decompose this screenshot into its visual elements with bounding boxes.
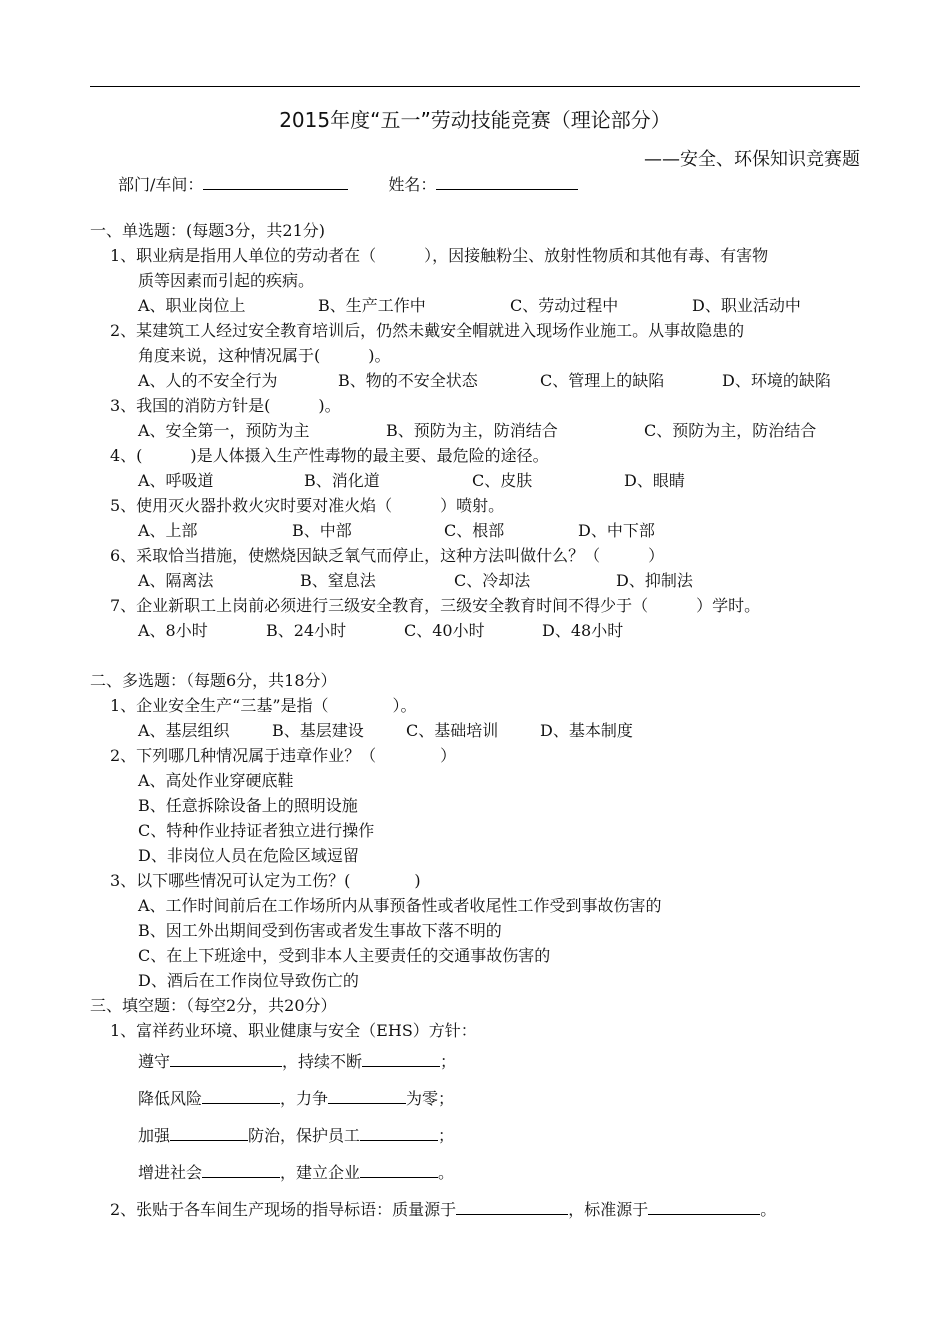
option-b[interactable]: B、预防为主，防消结合 bbox=[386, 421, 558, 440]
option-b[interactable]: B、24小时 bbox=[266, 621, 347, 640]
question-text: 1、富祥药业环境、职业健康与安全（EHS）方针： bbox=[110, 1021, 477, 1040]
options-row bbox=[90, 568, 870, 593]
fill-row bbox=[90, 1191, 870, 1228]
option-c[interactable]: C、40小时 bbox=[404, 621, 485, 640]
option-d[interactable]: D、非岗位人员在危险区域逗留 bbox=[138, 846, 359, 865]
option-a[interactable]: A、隔离法 bbox=[138, 571, 214, 590]
option-a[interactable]: A、工作时间前后在工作场所内从事预备性或者收尾性工作受到事故伤害的 bbox=[138, 896, 662, 915]
page-subtitle: ——安全、环保知识竞赛题 bbox=[644, 149, 860, 170]
question-text: 1、职业病是指用人单位的劳动者在（ ），因接触粉尘、放射性物质和其他有毒、有害物 bbox=[110, 246, 769, 265]
question-text: 3、我国的消防方针是( )。 bbox=[110, 396, 341, 415]
fill-text: 。 bbox=[760, 1200, 777, 1219]
option-d[interactable]: D、眼睛 bbox=[624, 471, 685, 490]
option-a[interactable]: A、上部 bbox=[138, 521, 198, 540]
option-b[interactable]: B、物的不安全状态 bbox=[338, 371, 478, 390]
option-b[interactable]: B、窒息法 bbox=[300, 571, 376, 590]
fill-blank[interactable] bbox=[170, 1120, 248, 1141]
fill-text: 防治，保护员工 bbox=[248, 1126, 361, 1145]
option-d[interactable]: D、48小时 bbox=[542, 621, 624, 640]
option-a[interactable]: A、安全第一，预防为主 bbox=[138, 421, 310, 440]
question-text: 6、采取恰当措施，使燃烧因缺乏氧气而停止，这种方法叫做什么？（ ） bbox=[110, 546, 665, 565]
fill-text: ； bbox=[438, 1126, 455, 1145]
option-d[interactable]: D、中下部 bbox=[578, 521, 655, 540]
option-c[interactable]: C、根部 bbox=[444, 521, 505, 540]
name-label: 姓名： bbox=[388, 175, 437, 194]
options-row bbox=[90, 718, 870, 743]
fill-blank[interactable] bbox=[456, 1194, 568, 1215]
question-text: 2、某建筑工人经过安全教育培训后，仍然未戴安全帽就进入现场作业施工。从事故隐患的 bbox=[110, 321, 745, 340]
option-d[interactable]: D、职业活动中 bbox=[692, 296, 801, 315]
option-c[interactable]: C、基础培训 bbox=[406, 721, 499, 740]
fill-blank[interactable] bbox=[648, 1194, 760, 1215]
option-d[interactable]: D、基本制度 bbox=[540, 721, 633, 740]
section-heading: 三、填空题：（每空2分，共20分） bbox=[90, 996, 337, 1015]
option-b[interactable]: B、任意拆除设备上的照明设施 bbox=[138, 796, 358, 815]
fill-blank[interactable] bbox=[202, 1157, 280, 1178]
option-d[interactable]: D、环境的缺陷 bbox=[722, 371, 831, 390]
options-row bbox=[90, 518, 870, 543]
question-text: 5、使用灭火器扑救火灾时要对准火焰（ ）喷射。 bbox=[110, 496, 505, 515]
question-text: 4、( )是人体摄入生产性毒物的最主要、最危险的途径。 bbox=[110, 446, 549, 465]
option-a[interactable]: A、人的不安全行为 bbox=[138, 371, 278, 390]
option-c[interactable]: C、预防为主，防治结合 bbox=[644, 421, 817, 440]
option-c[interactable]: C、特种作业持证者独立进行操作 bbox=[138, 821, 375, 840]
fill-text: 2、张贴于各车间生产现场的指导标语：质量源于 bbox=[110, 1200, 457, 1219]
question-text-cont: 角度来说，这种情况属于( )。 bbox=[138, 346, 391, 365]
fill-text: ； bbox=[440, 1052, 457, 1071]
options-row bbox=[90, 468, 870, 493]
option-b[interactable]: B、因工外出期间受到伤害或者发生事故下落不明的 bbox=[138, 921, 502, 940]
fill-row bbox=[90, 1080, 870, 1117]
option-c[interactable]: C、皮肤 bbox=[472, 471, 533, 490]
question-text: 3、以下哪些情况可认定为工伤？( ) bbox=[110, 871, 421, 890]
name-blank[interactable] bbox=[436, 175, 578, 190]
question-text: 2、下列哪几种情况属于违章作业？（ ） bbox=[110, 746, 457, 765]
option-a[interactable]: A、8小时 bbox=[138, 621, 208, 640]
dept-label: 部门/车间： bbox=[118, 175, 204, 194]
question-text-cont: 质等因素而引起的疾病。 bbox=[138, 271, 315, 290]
fill-row bbox=[90, 1117, 870, 1154]
fill-text: 遵守 bbox=[138, 1052, 171, 1071]
fill-text: 降低风险 bbox=[138, 1089, 203, 1108]
option-a[interactable]: A、高处作业穿硬底鞋 bbox=[138, 771, 294, 790]
fill-blank[interactable] bbox=[170, 1046, 282, 1067]
exam-content bbox=[90, 218, 870, 1228]
option-d[interactable]: D、酒后在工作岗位导致伤亡的 bbox=[138, 971, 359, 990]
fill-text: ，建立企业 bbox=[280, 1163, 361, 1182]
option-a[interactable]: A、职业岗位上 bbox=[138, 296, 246, 315]
question-text: 7、企业新职工上岗前必须进行三级安全教育，三级安全教育时间不得少于（ ）学时。 bbox=[110, 596, 761, 615]
options-row bbox=[90, 418, 870, 443]
option-a[interactable]: A、基层组织 bbox=[138, 721, 230, 740]
option-b[interactable]: B、消化道 bbox=[304, 471, 380, 490]
section-heading: 一、单选题：(每题3分，共21分) bbox=[90, 221, 326, 240]
fill-row bbox=[90, 1154, 870, 1191]
fill-text: ，力争 bbox=[280, 1089, 329, 1108]
spacer bbox=[90, 643, 870, 668]
option-c[interactable]: C、劳动过程中 bbox=[510, 296, 619, 315]
fill-text: 加强 bbox=[138, 1126, 171, 1145]
option-b[interactable]: B、中部 bbox=[292, 521, 352, 540]
option-d[interactable]: D、抑制法 bbox=[616, 571, 693, 590]
fill-blank[interactable] bbox=[362, 1046, 440, 1067]
option-c[interactable]: C、管理上的缺陷 bbox=[540, 371, 665, 390]
fill-text: ，标准源于 bbox=[568, 1200, 649, 1219]
fill-blank[interactable] bbox=[360, 1120, 438, 1141]
option-b[interactable]: B、基层建设 bbox=[272, 721, 364, 740]
option-b[interactable]: B、生产工作中 bbox=[318, 296, 426, 315]
fill-text: ，持续不断 bbox=[282, 1052, 363, 1071]
dept-blank[interactable] bbox=[203, 175, 348, 190]
section-heading: 二、多选题：（每题6分，共18分） bbox=[90, 671, 337, 690]
option-a[interactable]: A、呼吸道 bbox=[138, 471, 214, 490]
fill-blank[interactable] bbox=[202, 1083, 280, 1104]
question-text: 1、企业安全生产“三基”是指（ ）。 bbox=[110, 696, 417, 715]
options-row bbox=[90, 368, 870, 393]
fill-text: 为零； bbox=[406, 1089, 455, 1108]
options-row bbox=[90, 293, 870, 318]
options-row bbox=[90, 618, 870, 643]
option-c[interactable]: C、冷却法 bbox=[454, 571, 531, 590]
fill-text: 增进社会 bbox=[138, 1163, 203, 1182]
fill-blank[interactable] bbox=[360, 1157, 438, 1178]
page-title: 2015年度“五一”劳动技能竞赛（理论部分） bbox=[279, 108, 671, 132]
fill-text: 。 bbox=[438, 1163, 455, 1182]
header-rule bbox=[90, 86, 860, 87]
info-row bbox=[118, 172, 878, 195]
option-c[interactable]: C、在上下班途中，受到非本人主要责任的交通事故伤害的 bbox=[138, 946, 551, 965]
fill-row bbox=[90, 1043, 870, 1080]
fill-blank[interactable] bbox=[328, 1083, 406, 1104]
